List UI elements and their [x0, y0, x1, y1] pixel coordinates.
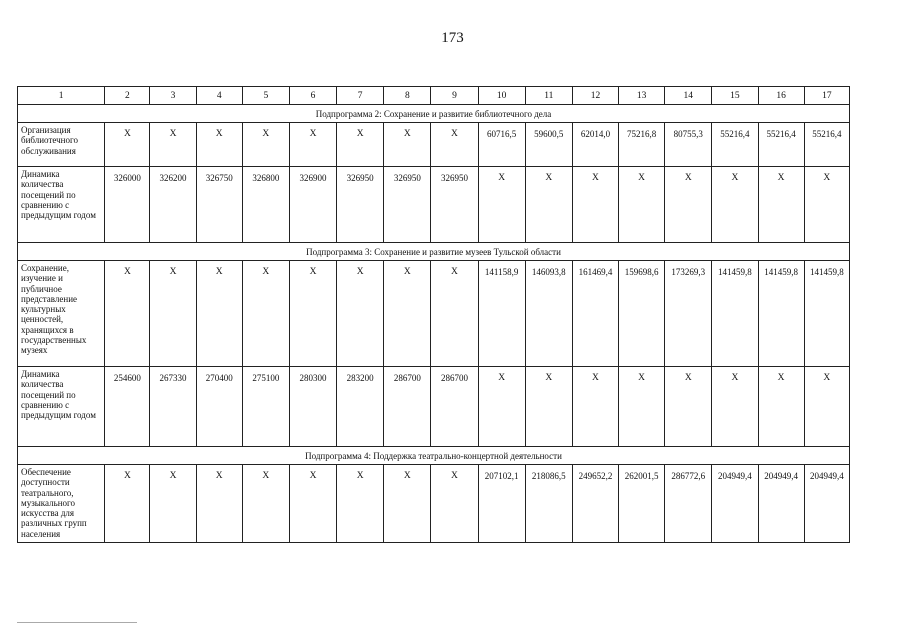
value-cell: 262001,5	[619, 465, 665, 543]
value-cell: 326750	[196, 167, 242, 243]
value-cell: X	[105, 261, 150, 367]
row-label: Обеспечение доступности театрального, музыкального искусства для различных групп населения	[18, 465, 105, 543]
scan-line	[17, 622, 137, 623]
header-cell: 9	[431, 87, 478, 105]
header-cell: 2	[105, 87, 150, 105]
value-cell: 286772,6	[665, 465, 712, 543]
table-row	[18, 123, 850, 167]
row-label: Динамика количества посещений по сравнению с предыдущим годом	[18, 167, 105, 243]
section-row	[18, 447, 850, 465]
value-cell: X	[196, 261, 242, 367]
value-cell: X	[337, 261, 384, 367]
value-cell: 204949,4	[804, 465, 849, 543]
section-row	[18, 105, 850, 123]
value-cell: X	[478, 367, 525, 447]
value-cell: X	[431, 465, 478, 543]
value-cell: 249652,2	[572, 465, 618, 543]
value-cell: X	[525, 167, 572, 243]
header-cell: 12	[572, 87, 618, 105]
section-title: Подпрограмма 4: Поддержка театрально-концертной деятельности	[18, 447, 850, 465]
value-cell: 218086,5	[525, 465, 572, 543]
value-cell: 141459,8	[804, 261, 849, 367]
value-cell: X	[665, 167, 712, 243]
header-cell: 16	[758, 87, 804, 105]
value-cell: X	[804, 167, 849, 243]
value-cell: 173269,3	[665, 261, 712, 367]
value-cell: X	[478, 167, 525, 243]
value-cell: X	[431, 123, 478, 167]
value-cell: X	[150, 123, 196, 167]
value-cell: X	[242, 123, 289, 167]
section-row	[18, 243, 850, 261]
value-cell: 204949,4	[758, 465, 804, 543]
value-cell: X	[150, 261, 196, 367]
header-cell: 1	[18, 87, 105, 105]
value-cell: X	[525, 367, 572, 447]
value-cell: X	[665, 367, 712, 447]
table-row	[18, 367, 850, 447]
header-cell: 15	[712, 87, 758, 105]
header-cell: 4	[196, 87, 242, 105]
row-label: Динамика количества посещений по сравнению с предыдущим годом	[18, 367, 105, 447]
header-cell: 3	[150, 87, 196, 105]
value-cell: 60716,5	[478, 123, 525, 167]
table-row	[18, 167, 850, 243]
value-cell: 280300	[289, 367, 336, 447]
value-cell: 159698,6	[619, 261, 665, 367]
value-cell: 326950	[337, 167, 384, 243]
value-cell: 326200	[150, 167, 196, 243]
value-cell: 204949,4	[712, 465, 758, 543]
data-table	[17, 86, 850, 543]
value-cell: X	[105, 123, 150, 167]
header-cell: 10	[478, 87, 525, 105]
value-cell: X	[804, 367, 849, 447]
value-cell: X	[572, 367, 618, 447]
value-cell: 207102,1	[478, 465, 525, 543]
value-cell: X	[105, 465, 150, 543]
value-cell: 270400	[196, 367, 242, 447]
row-label: Организация библиотечного обслуживания	[18, 123, 105, 167]
value-cell: X	[712, 167, 758, 243]
value-cell: 275100	[242, 367, 289, 447]
value-cell: 146093,8	[525, 261, 572, 367]
value-cell: 141459,8	[712, 261, 758, 367]
value-cell: X	[712, 367, 758, 447]
value-cell: X	[242, 261, 289, 367]
value-cell: 286700	[431, 367, 478, 447]
value-cell: 55216,4	[758, 123, 804, 167]
value-cell: X	[384, 261, 431, 367]
value-cell: 141158,9	[478, 261, 525, 367]
value-cell: 254600	[105, 367, 150, 447]
header-cell: 7	[337, 87, 384, 105]
table-row	[18, 261, 850, 367]
value-cell: X	[289, 261, 336, 367]
value-cell: X	[758, 367, 804, 447]
value-cell: 55216,4	[712, 123, 758, 167]
value-cell: 326900	[289, 167, 336, 243]
value-cell: X	[196, 465, 242, 543]
value-cell: X	[619, 367, 665, 447]
header-cell: 13	[619, 87, 665, 105]
value-cell: 326950	[431, 167, 478, 243]
value-cell: X	[384, 465, 431, 543]
header-cell: 6	[289, 87, 336, 105]
value-cell: X	[758, 167, 804, 243]
value-cell: 286700	[384, 367, 431, 447]
value-cell: X	[150, 465, 196, 543]
value-cell: X	[289, 123, 336, 167]
value-cell: 326800	[242, 167, 289, 243]
table-row	[18, 465, 850, 543]
value-cell: X	[572, 167, 618, 243]
value-cell: 283200	[337, 367, 384, 447]
header-cell: 11	[525, 87, 572, 105]
value-cell: 55216,4	[804, 123, 849, 167]
value-cell: 62014,0	[572, 123, 618, 167]
value-cell: X	[384, 123, 431, 167]
value-cell: 326950	[384, 167, 431, 243]
header-row	[18, 87, 850, 105]
value-cell: X	[431, 261, 478, 367]
value-cell: X	[242, 465, 289, 543]
value-cell: X	[337, 123, 384, 167]
row-label: Сохранение, изучение и публичное представление культурных ценностей, хранящихся в государственных музеях	[18, 261, 105, 367]
value-cell: X	[289, 465, 336, 543]
header-cell: 14	[665, 87, 712, 105]
header-cell: 5	[242, 87, 289, 105]
value-cell: 161469,4	[572, 261, 618, 367]
page-number: 173	[441, 30, 464, 46]
value-cell: 80755,3	[665, 123, 712, 167]
value-cell: X	[619, 167, 665, 243]
header-cell: 8	[384, 87, 431, 105]
value-cell: 267330	[150, 367, 196, 447]
value-cell: 75216,8	[619, 123, 665, 167]
value-cell: 326000	[105, 167, 150, 243]
value-cell: 59600,5	[525, 123, 572, 167]
value-cell: X	[337, 465, 384, 543]
value-cell: 141459,8	[758, 261, 804, 367]
section-title: Подпрограмма 3: Сохранение и развитие музеев Тульской области	[18, 243, 850, 261]
value-cell: X	[196, 123, 242, 167]
section-title: Подпрограмма 2: Сохранение и развитие библиотечного дела	[18, 105, 850, 123]
header-cell: 17	[804, 87, 849, 105]
